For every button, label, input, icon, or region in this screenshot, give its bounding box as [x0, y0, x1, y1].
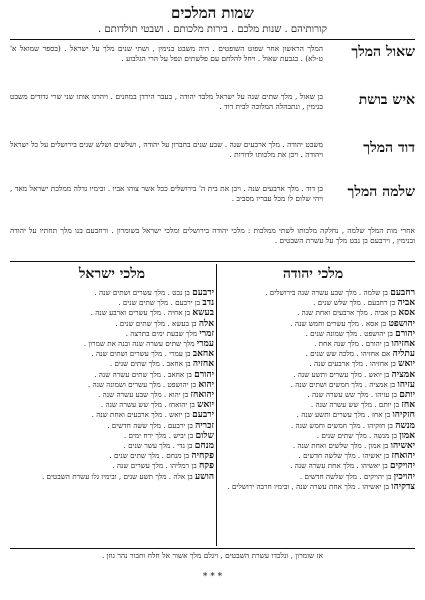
page-title: שמות המלכים: [171, 4, 254, 22]
reign-block-saul: [10, 44, 415, 88]
page-subtitle: קורותיהם . שנות מלכם . בירות מלכותם . ושבטי תולדותם .: [98, 24, 327, 35]
king-name: אביה: [397, 298, 415, 309]
king-description: מלך שבעת ימים בתרצה .: [125, 328, 198, 338]
king-name: מנשה: [395, 420, 415, 431]
king-name: יותם: [399, 390, 415, 401]
king-description: בן אמציה . מלך חמשים ושתים שנה .: [290, 379, 396, 389]
king-name: אלה: [198, 318, 214, 329]
king-entry: [10, 390, 214, 400]
king-description: בן אחאב . מלך שתים שנים .: [109, 359, 191, 369]
division-intro: אחרי מות המלך שלמה , נחלקה מלכותו לשתי ממלכות : מלכי יהודה בירושלים ומלכי ישראל בשומרון . ורחבעם בנו מלך תחתיו על יהודה ובנימין , וירבעם בן נבט מלך על עשרת השבטים .: [10, 226, 415, 245]
king-entry: [10, 472, 214, 482]
king-entry: [211, 298, 415, 308]
king-entry: [211, 482, 415, 492]
king-name: חזקיהו: [392, 410, 415, 421]
divider-line: [10, 39, 415, 40]
king-entry: [211, 288, 415, 298]
king-name: בעשא: [192, 308, 214, 319]
king-name: אמון: [399, 430, 415, 441]
king-description: בן יהושפט . מלך שמונה שנים .: [305, 328, 393, 338]
king-entry: [211, 349, 415, 359]
king-entry: [10, 288, 214, 298]
divider-line: [10, 261, 415, 262]
king-description: בן אסא . מלך עשרים וחמש שנה .: [290, 318, 387, 328]
king-description: בן ירבעם . מלך ששה חדשים .: [107, 420, 193, 430]
king-description: בן דוד . מלך ארבעים שנה . ויבן את בית ה' בירושלים ככל אשר צוהו אביו . ובימיו גדלה ממלכת ישראל מאד , ויהי שלום לו מכל עבריו מסביב .: [10, 184, 323, 203]
king-description: בן חזקיהו . מלך חמשים וחמש שנה .: [290, 420, 393, 430]
king-entry: [10, 339, 214, 349]
king-name: יהושפט: [388, 318, 415, 329]
judah-heading: מלכי יהודה: [282, 266, 344, 282]
king-name: יהויכין: [393, 471, 415, 482]
king-description: בן יואש . מלך עשרים ותשע שנה .: [293, 369, 390, 379]
king-entry: [10, 319, 214, 329]
king-entry: [211, 410, 415, 420]
king-description: בן יהושפט . מלך עשרים ושמונה שנה .: [87, 379, 197, 389]
king-description: בן בעשא . מלך שתים שנים .: [115, 318, 197, 328]
closing-ornament: * * *: [202, 572, 223, 582]
king-name: אחזיה: [192, 359, 214, 370]
king-name: עזיהו: [397, 379, 415, 390]
king-name: יהורם: [194, 369, 214, 380]
king-description: משבט יהודה . מלך ארבעים שנה . שבע שנים בחברון על יהודה , ושלשים ושלש שנים בירושלים על כל ישראל ויהודה . ויכן את מלכותו לדורות .: [10, 140, 323, 159]
king-description: בן שלמה . מלך שבע עשרה שנה בירושלים .: [265, 288, 388, 297]
king-description: בן יביש . מלך ירח ימים .: [123, 430, 194, 440]
king-name: ירבעם: [192, 288, 214, 298]
king-name: יהויקים: [390, 461, 415, 472]
king-description: בן יהויקים . מלך שלשה חדשים .: [299, 471, 392, 481]
king-description: בן אמון . מלך שלשים ואחת שנה .: [292, 441, 389, 451]
king-description: בן גדי . מלך עשר שנים .: [123, 441, 193, 451]
king-name: אחז: [401, 400, 415, 411]
king-description: בן שאול , מלך שתים שנה על ישראל מלבד יהודה , בעבר הירדן במחנים . ויהרגו אותו שני שרי גדודים משבט בנימין , ונתבהלה המלוכה לבית דוד .: [10, 92, 323, 111]
israel-kings-list: [10, 288, 214, 482]
king-name: יהואחז: [190, 390, 214, 401]
king-description: בן יותם . מלך שש עשרה שנה .: [310, 400, 400, 410]
king-name: יהורם: [395, 328, 415, 339]
reign-block-ish-boshet: [10, 92, 415, 136]
king-description: בן יאשיהו . מלך אחת עשרה שנה .: [290, 461, 388, 471]
king-description: בן יהואחז . מלך שש עשרה שנה .: [100, 400, 195, 410]
king-description: בן יואש . מלך ארבעים ואחת שנה .: [91, 410, 190, 420]
king-entry: [211, 431, 415, 441]
king-description: בן מנשה . מלך שתים שנים .: [316, 430, 397, 440]
king-description: בן מנחם . מלך שתים שנים .: [109, 451, 190, 461]
king-name: יהואחז: [391, 451, 415, 462]
king-entry: [10, 431, 214, 441]
king-description: בן עמרי . מלך עשרים ושתים שנה .: [91, 349, 191, 359]
king-entry: [10, 400, 214, 410]
king-description: בן רמליהו . מלך עשרים שנה .: [112, 461, 197, 471]
king-name: רחבעם: [390, 288, 415, 298]
king-entry: [211, 400, 415, 410]
king-entry: [10, 359, 214, 369]
king-name: נדב: [202, 298, 214, 309]
king-description: בן אחז . מלך עשרים ותשע שנה .: [296, 410, 391, 420]
king-entry: [10, 410, 214, 420]
king-description: מלך שתים עשרה שנה ובנה את שמרון .: [83, 339, 195, 349]
king-description: בן אחאב . מלך שתים עשרה שנה .: [94, 369, 192, 379]
king-entry: [10, 441, 214, 451]
king-entry: [211, 441, 415, 451]
king-entry: [211, 329, 415, 339]
king-entry: [211, 461, 415, 471]
king-entry: [10, 298, 214, 308]
king-entry: [10, 421, 214, 431]
king-description: בן עזיהו . מלך שש עשרה שנה .: [307, 390, 397, 400]
king-name: פקח: [198, 461, 214, 472]
king-name: עתליה: [392, 349, 415, 360]
king-entry: [211, 472, 415, 482]
king-entry: [211, 390, 415, 400]
king-name: איש בושת: [358, 92, 415, 108]
king-name: אסא: [398, 308, 415, 319]
king-description: בן נבט . מלך עשרים ושתים שנה .: [94, 288, 190, 297]
divider-line: [10, 548, 415, 549]
king-name: יהוא: [198, 379, 214, 390]
king-entry: [10, 451, 214, 461]
king-entry: [211, 319, 415, 329]
king-description: בן יאשיהו . מלך אחת עשרה שנה , ובימיו חרבה ירושלים .: [227, 481, 389, 491]
king-description: בן ירבעם . מלך שתים שנים .: [118, 298, 201, 308]
king-description: בן יאשיהו . מלך שלשה חדשים .: [298, 451, 390, 461]
king-name: שאול המלך: [351, 44, 415, 60]
reign-block-solomon: [10, 184, 415, 224]
king-name: מנחם: [194, 441, 214, 452]
king-name: פקחיה: [191, 451, 214, 462]
king-description: המלך הראשון אחר שפוט השופטים . היה משבט בנימין , ושתי שנים מלך על ישראל . (בספר שמואל א' ט-לא) . בגבעת שאול . ויחל להלחם עם פלשתים ונפל על הרי הגלבוע .: [10, 44, 323, 63]
king-entry: [10, 370, 214, 380]
king-entry: [10, 461, 214, 471]
footer-text: אז שומרון , ונלכדו עשרת השבטים , ויגלם מלך אשור אל חלח וחבור נהר גוזן .: [101, 551, 324, 560]
king-name: שלום: [195, 430, 214, 441]
king-name: אמציה: [391, 369, 415, 380]
king-name: יואש: [197, 400, 214, 411]
king-entry: [211, 339, 415, 349]
king-entry: [211, 451, 415, 461]
king-entry: [211, 308, 415, 318]
king-name: אחאב: [192, 349, 214, 360]
reign-block-david: [10, 140, 415, 180]
king-description: בן אחזיהו . מלך ארבעים שנה .: [309, 359, 396, 369]
king-description: בן רחבעם . מלך שלש שנים .: [313, 298, 396, 308]
king-description: אם אחזיהו . מלכה שש שנים .: [305, 349, 391, 359]
king-name: אחזיהו: [391, 339, 415, 350]
king-description: בן יהוא . מלך שבע עשרה שנה .: [98, 390, 189, 400]
judah-kings-list: [211, 288, 415, 492]
king-entry: [10, 349, 214, 359]
king-entry: [211, 359, 415, 369]
king-entry: [211, 380, 415, 390]
king-description: בן אלה . מלך תשע שנים , ובימיו גלו עשרת השבטים .: [41, 471, 193, 481]
king-name: שלמה המלך: [347, 184, 415, 200]
king-entry: [10, 380, 214, 390]
king-description: בן יהורם . מלך שנה אחת .: [314, 339, 390, 349]
king-entry: [10, 329, 214, 339]
king-name: ירבעם: [192, 410, 214, 421]
king-name: יאשיהו: [390, 441, 415, 452]
king-description: בן אביה . מלך ארבעים ואחת שנה .: [297, 308, 397, 318]
king-entry: [211, 421, 415, 431]
king-description: בן אחיה . מלך עשרים וארבע שנה .: [90, 308, 191, 318]
king-entry: [211, 370, 415, 380]
king-name: הושע: [195, 471, 214, 482]
king-name: זמרי: [199, 328, 214, 339]
israel-heading: מלכי ישראל: [78, 266, 146, 282]
king-name: יואש: [398, 359, 415, 370]
king-name: עמרי: [196, 339, 214, 350]
king-name: דוד המלך: [363, 140, 415, 156]
king-name: זכריה: [195, 420, 214, 431]
king-entry: [10, 308, 214, 318]
king-name: צדקיהו: [391, 481, 415, 492]
